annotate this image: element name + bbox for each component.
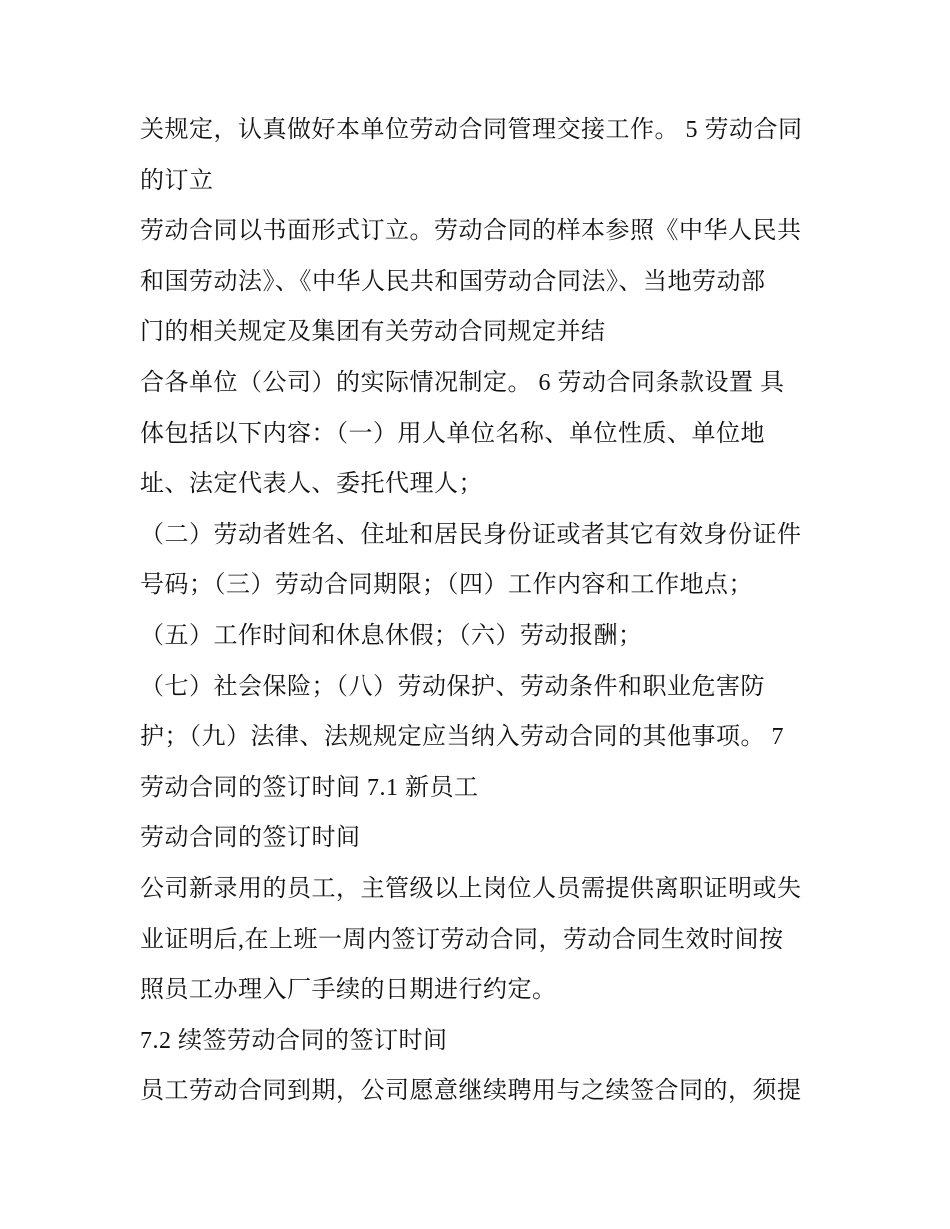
text-line: 合各单位（公司）的实际情况制定。 6 劳动合同条款设置 具	[140, 369, 785, 396]
document-page	[140, 105, 840, 1117]
text-line: 劳动合同的签订时间 7.1 新员工	[140, 774, 479, 801]
text-line: 体包括以下内容：（一）用人单位名称、单位性质、单位地	[140, 420, 765, 447]
text-line: （五）工作时间和休息休假；（六）劳动报酬；	[140, 622, 643, 649]
text-line: 和国劳动法》、《中华人民共和国劳动合同法》、当地劳动部	[140, 268, 766, 295]
text-line: 公司新录用的员工，主管级以上岗位人员需提供离职证明或失	[140, 875, 802, 902]
text-line: （七）社会保险；（八）劳动保护、劳动条件和职业危害防	[140, 673, 765, 700]
text-line: 的订立	[140, 167, 214, 194]
text-line: 护；（九）法律、法规规定应当纳入劳动合同的其他事项。 7	[140, 724, 784, 751]
text-line: 号码；（三）劳动合同期限；（四）工作内容和工作地点；	[140, 572, 753, 599]
text-line: 门的相关规定及集团有关劳动合同规定并结	[140, 319, 606, 346]
text-line: 照员工办理入厂手续的日期进行约定。	[140, 977, 557, 1004]
text-line: 关规定，认真做好本单位劳动合同管理交接工作。 5 劳动合同	[140, 117, 803, 143]
text-line: 址、法定代表人、委托代理人；	[140, 471, 483, 498]
text-line: 7.2 续签劳动合同的签订时间	[140, 1027, 448, 1054]
text-line: （二）劳动者姓名、住址和居民身份证或者其它有效身份证件	[140, 521, 802, 548]
text-line: 业证明后,在上班一周内签订劳动合同，劳动合同生效时间按	[140, 926, 784, 953]
text-line: 劳动合同的签订时间	[140, 825, 361, 852]
text-line: 劳动合同以书面形式订立。劳动合同的样本参照《中华人民共	[140, 218, 802, 245]
text-line: 员工劳动合同到期，公司愿意继续聘用与之续签合同的，须提	[140, 1078, 802, 1105]
